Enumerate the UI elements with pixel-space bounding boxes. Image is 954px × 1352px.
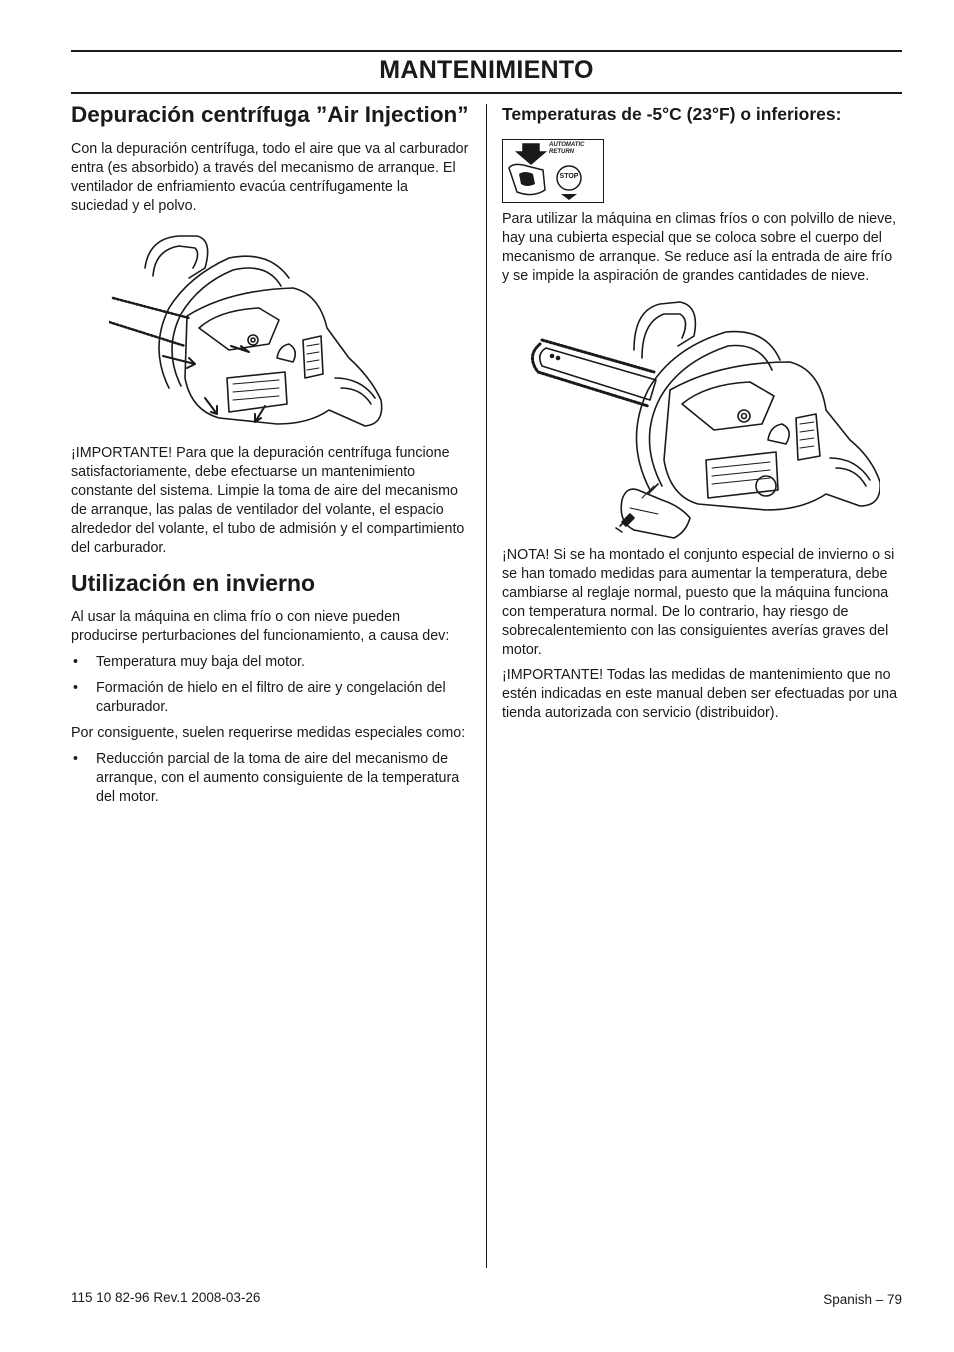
left-column xyxy=(71,98,469,807)
down-arrow-icon xyxy=(517,144,545,164)
heading-winter-use: Utilización en invierno xyxy=(71,570,316,596)
footer-document-id: 115 10 82-96 Rev.1 2008-03-26 xyxy=(71,1290,261,1305)
cold-weather-problems-list xyxy=(71,653,469,717)
footer-page-label: Spanish – 79 xyxy=(823,1292,902,1307)
automatic-label: AUTOMATIC xyxy=(549,142,585,148)
list-item: • Formación de hielo en el filtro de aire y congelación del carburador. xyxy=(71,679,469,717)
chainsaw-airflow-illustration xyxy=(109,228,469,440)
column-divider xyxy=(486,104,487,1268)
paragraph-note-winter-kit: ¡NOTA! Si se ha montado el conjunto especial de invierno o si se han tomado medidas para aumentar la temperatura, debe cambiarse al reglaje normal, puesto que la máquina funciona con temperatura normal. De lo contrario, hay riesgo de sobrecalentemiento con las consiguientes averías graves del motor. xyxy=(502,547,895,658)
return-label: RETURN xyxy=(549,149,574,155)
paragraph-important-maintenance: ¡IMPORTANTE! Para que la depuración centrífuga funcione satisfactoriamente, debe efectuarse un mantenimiento constante del sistema. Limpie la toma de aire del mecanismo de arranque, las palas de ventilador del volante, el espacio alrededor del volante, el tubo de admisión y el compartimiento del carburador. xyxy=(71,445,465,556)
paragraph-cold-weather: Al usar la máquina en clima frío o con nieve pueden producirse perturbaciones del funcionamiento, a causa dev: xyxy=(71,609,450,644)
heading-air-injection: Depuración centrífuga ”Air Injection” xyxy=(71,102,469,127)
list-item: • Reducción parcial de la toma de aire del mecanismo de arranque, con el aumento consiguiente de la temperatura del motor. xyxy=(71,750,469,807)
paragraph-air-injection: Con la depuración centrífuga, todo el aire que va al carburador entra (es absorbido) a través del mecanismo de arranque. El ventilador de enfriamiento evacúa centrífugamente la suciedad y el polvo. xyxy=(71,141,469,214)
paragraph-important-service: ¡IMPORTANTE! Todas las medidas de mantenimiento que no estén indicadas en este manual deben ser efectuadas por una tienda autorizada con servicio (distribuidor). xyxy=(502,667,898,721)
list-item: • Temperatura muy baja del motor. xyxy=(71,653,469,672)
special-measures-list xyxy=(71,750,469,807)
section-title: MANTENIMIENTO xyxy=(379,56,594,84)
stop-label: STOP xyxy=(559,173,579,180)
header-rule-bottom xyxy=(71,92,902,94)
paragraph-special-measures: Por consiguente, suelen requerirse medidas especiales como: xyxy=(71,725,466,741)
header-rule-top xyxy=(71,50,902,52)
right-column xyxy=(502,102,902,723)
automatic-return-label xyxy=(549,142,584,156)
paragraph-winter-cover: Para utilizar la máquina en climas fríos o con polvillo de nieve, hay una cubierta especial que se coloca sobre el cuerpo del mecanismo de arranque. Se reduce así la entrada de aire frío y se impide la aspiración de grandes cantidades de nieve. xyxy=(502,211,897,284)
choke-stop-icon-box xyxy=(502,139,604,203)
heading-low-temperature: Temperaturas de -5°C (23°F) o inferiores: xyxy=(502,104,842,124)
chainsaw-winter-cover-illustration xyxy=(530,300,902,540)
